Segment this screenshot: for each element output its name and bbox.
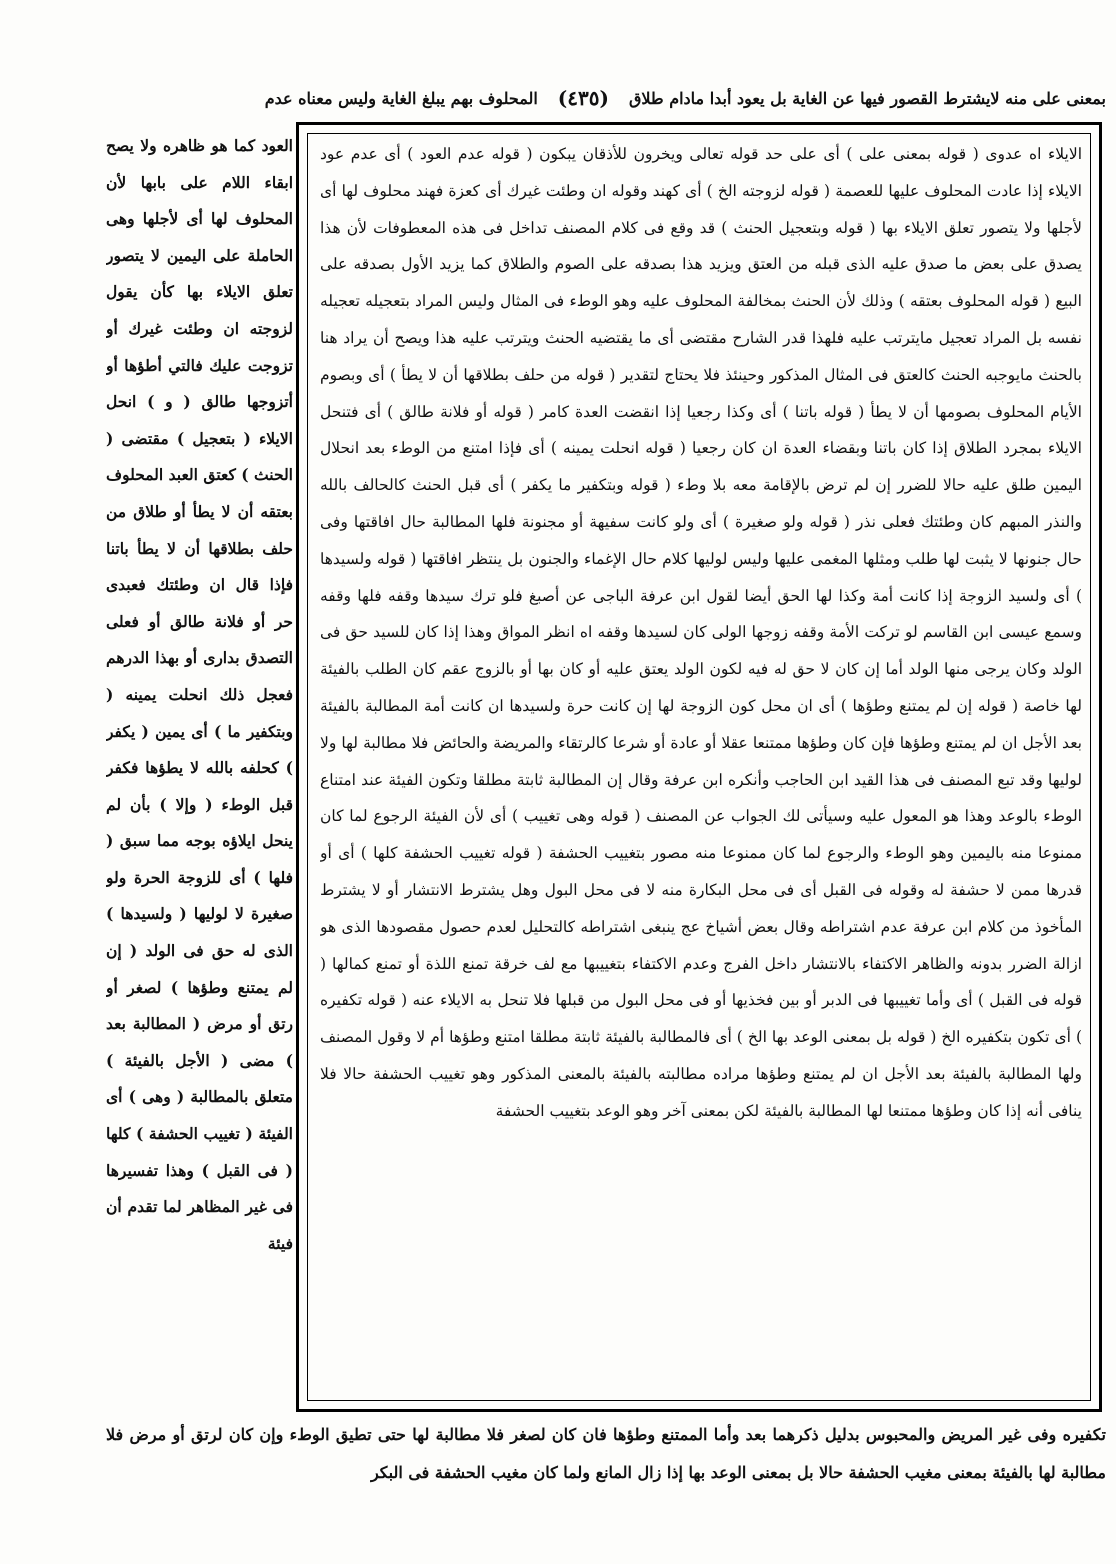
- page-number: (٤٣٥): [557, 86, 609, 110]
- commentary-text: [320, 136, 1082, 1396]
- side-column-text: العود كما هو ظاهره ولا يصح ابقاء اللام على بابها لأن المحلوف لها أى لأجلها وهى الحاملة على اليمين لا يتصور تعلق الايلاء بها كأن يقول لزوجته ان وطئت غيرك أو تزوجت عليك فالتي أطؤها أو أتزوجها طالق ( و ) انحل الايلاء ( بتعجيل ) مقتضى ( الحنث ) كعتق العبد المحلوف بعتقه أن لا يطأ أو طلاق من حلف بطلاقها أن لا يطأ باتنا فإذا قال ان وطئتك فعبدى حر أو فلانة طالق أو فعلى التصدق بدارى أو بهذا الدرهم فعجل ذلك انحلت يمينه ( وبتكفير ما ) أى يمين ( يكفر ) كحلفه بالله لا يطؤها فكفر قبل الوطء ( وإلا ) بأن لم ينحل ايلاؤه بوجه مما سبق ( فلها ) أى للزوجة الحرة ولو صغيرة لا لوليها ( ولسيدها ) الذى له حق فى الولد ( إن لم يمتنع وطؤها ) لصغر أو رتق أو مرض ( المطالبة بعد ) مضى ( الأجل بالفيئة ) متعلق بالمطالبة ( وهى ) أى الفيئة ( تغييب الحشفة ) كلها ( فى القبل ) وهذا تفسيرها فى غير المظاهر لما تقدم أن فيئة: [106, 136, 293, 1253]
- commentary-paragraph: الايلاء اه عدوى ( قوله بمعنى على ) أى على حد قوله تعالى ويخرون للأذقان يبكون ( قوله عدم العود ) أى عدم عود الايلاء إذا عادت المحلوف عليها للعصمة ( قوله لزوجته الخ ) أى كهند وقوله ان وطئت غيرك أى كعزة فهند محلوف لها أى لأجلها ولا يتصور تعلق الايلاء بها ( قوله وبتعجيل الحنث ) قد وقع فى كلام المصنف تداخل فى هذه المعطوفات لأن هذا يصدق على بعض ما صدق عليه الذى قبله من العتق ويزيد هذا بصدقه على الصوم والطلاق كما يزيد الأول بصدقه على البيع ( قوله المحلوف بعتقه ) وذلك لأن الحنث بمخالفة المحلوف عليه وهو الوطء فى المثال وليس المراد بتعجيله تعجيله نفسه بل المراد تعجيل مايترتب عليه فلهذا قدر الشارح مقتضى أى ما يقتضيه الحنث ويترتب عليه هذا ويصح أن يراد هنا بالحنث مايوجبه الحنث كالعتق فى المثال المذكور وحينئذ فلا يحتاج لتقدير ( قوله من حلف بطلاقها أن لا يطأ ) أى وبصوم الأيام المحلوف بصومها أن لا يطأ ( قوله باتنا ) أى وكذا رجعيا إذا انقضت العدة كامر ( قوله أو فلانة طالق ) أى فتنحل الايلاء بمجرد الطلاق إذا كان باتنا وبقضاء العدة ان كان رجعيا ( قوله انحلت يمينه ) أى فإذا امتنع من الوطء بعد انحلال اليمين طلق عليه حالا للضرر إن لم ترض بالإقامة معه بلا وطء ( قوله وبتكفير ما يكفر ) أى قبل الحنث كالحالف بالله والنذر المبهم كان وطئتك فعلى نذر ( قوله ولو صغيرة ) أى ولو كانت سفيهة أو مجنونة فلها المطالبة حال افاقتها وفى حال جنونها لا يثبت لها طلب ومثلها المغمى عليها وليس لوليها كلام حال الإغماء والجنون بل ينتظر افاقتها ( قوله ولسيدها ) أى ولسيد الزوجة إذا كانت أمة وكذا لها الحق أيضا لقول ابن عرفة الباجى عن أصبغ فلو ترك سيدها وقفه فلها وقفه وسمع عيسى ابن القاسم لو تركت الأمة وقفه زوجها الولى كان لسيدها وقفه اه انظر المواق وهذا إذا كان للسيد حق فى الولد وكان يرجى منها الولد أما إن كان لا حق له فيه لكون الولد يعتق عليه أو كان بها أو بالزوج عقم كان الطلب بالفيئة لها خاصة ( قوله إن لم يمتنع وطؤها ) أى ان محل كون الزوجة لها إن كانت حرة ولسيدها ان كانت أمة المطالبة بالفيئة بعد الأجل ان لم يمتنع وطؤها فإن كان وطؤها ممتنعا عقلا أو عادة أو شرعا كالرتقاء والمريضة والحائض فلا مطالبة لها ولا لوليها وقد تبع المصنف فى هذا القيد ابن الحاجب وأنكره ابن عرفة وقال إن المطالبة ثابتة مطلقا وتكون الفيئة عند امتناع الوطء بالوعد وهذا هو المعول عليه وسيأتى لك الجواب عن المصنف ( قوله وهى تغييب ) أى لأن الفيئة الرجوع لما كان ممنوعا منه باليمين وهو الوطء والرجوع لما كان ممنوعا منه مصور بتغييب الحشفة ( قوله تغييب الحشفة كلها ) أى أو قدرها ممن لا حشفة له وقوله فى القبل أى فى محل البكارة منه لا فى محل البول وهل يشترط الانتشار أو لا يشترط المأخوذ من كلام ابن عرفة عدم اشتراطه وقال بعض أشياخ عج ينبغى اشتراطه كالتحليل لعدم حصول مقصودها الذى هو ازالة الضرر بدونه والظاهر الاكتفاء بالانتشار داخل الفرج وعدم الاكتفاء بتغييبها مع لف خرقة تمنع اللذة أو تمنع كمالها ( قوله فى القبل ) أى وأما تغييبها فى الدبر أو بين فخذيها أو فى محل البول من قبلها فلا تنحل به الايلاء عنه ( قوله تكفيره ) أى تكون بتكفيره الخ ( قوله بل بمعنى الوعد بها الخ ) أى فالمطالبة بالفيئة ثابتة مطلقا امتنع وطؤها أم لا وقول المصنف ولها المطالبة بالفيئة بعد الأجل ان لم يمتنع وطؤها مراده مطالبته بالفيئة بالمعنى المذكور وهو تغييب الحشفة حالا فلا ينافى أنه إذا كان وطؤها ممتنعا لها المطالبة بالفيئة لكن بمعنى آخر وهو الوعد بتغييب الحشفة: [320, 145, 1082, 1120]
- header-right-text: بمعنى على منه لايشترط القصور فيها عن الغاية بل يعود أبدا مادام طلاق: [628, 88, 1106, 108]
- running-header: [106, 78, 1106, 118]
- header-left-text: المحلوف بهم يبلغ الغاية وليس معناه عدم: [264, 88, 538, 108]
- footer-text: تكفيره وفى غير المريض والمحبوس بدليل ذكرهما بعد وأما الممتنع وطؤها فان كان لصغر فلا مطالبة لها حتى تطيق الوطء وإن كان لرتق أو مرض فلا مطالبة لها بالفيئة بمعنى مغيب الحشفة حالا بل بمعنى الوعد بها إذا زال المانع ولما كان مغيب الحشفة فى البكر: [106, 1425, 1106, 1482]
